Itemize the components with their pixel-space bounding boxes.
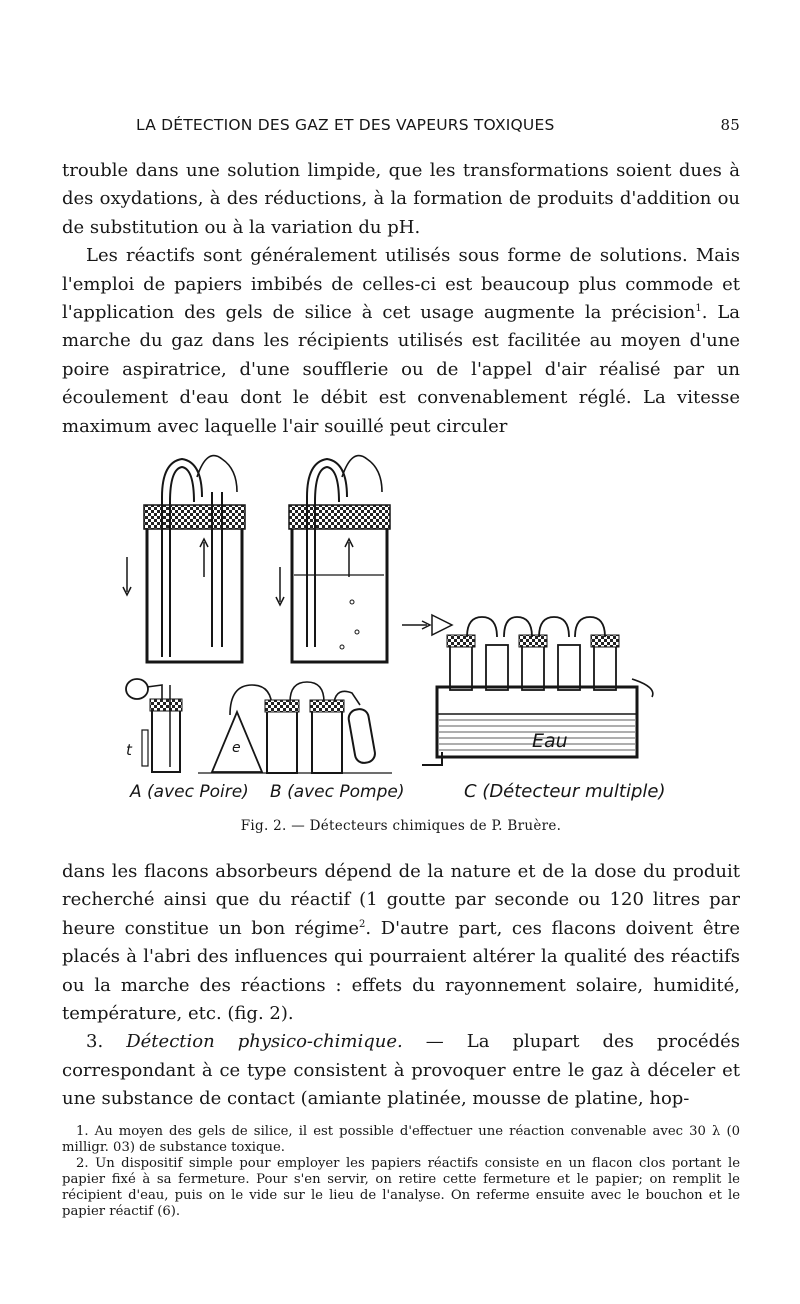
label-b: B (avec Pompe)	[270, 782, 405, 802]
paragraph-3-text-a: dans les flacons absorbeurs dépend de la nature et de la dose du produit recherché ainsi que du réactif (1 goutte par seconde ou 120 litres par heure constitue un bon régime	[62, 861, 740, 939]
jar-2	[276, 456, 390, 662]
paragraph-2	[62, 242, 740, 441]
footnote-ref-2[interactable]: 2	[359, 918, 366, 930]
running-title: LA DÉTECTION DES GAZ ET DES VAPEURS TOXIQUES	[136, 116, 555, 134]
section-number: 3.	[86, 1031, 104, 1053]
paragraph-4	[62, 1028, 740, 1113]
label-c: C (Détecteur multiple)	[464, 781, 666, 802]
text-block-top	[62, 157, 740, 441]
section-heading: Détection physico-chimique.	[126, 1031, 403, 1053]
label-eau: Eau	[532, 730, 568, 752]
paragraph-3-text-b: . D'autre part, ces flacons doivent être placés à l'abri des influences qui pourraient altérer la qualité des réactifs ou la marche des réactions : effets du rayonnement solaire, humidité, température, etc. (fig. 2).	[62, 917, 741, 1025]
label-a: A (avec Poire)	[130, 782, 249, 802]
jar-1	[123, 456, 245, 662]
paragraph-1-text: trouble dans une solution limpide, que les transformations soient dues à des oxydations, à des réductions, à la formation de produits d'addition ou de substitution ou à la variation du pH.	[62, 160, 740, 238]
page-number: 85	[720, 116, 740, 134]
paragraph-2-text-b: . La marche du gaz dans les récipients utilisés est facilitée au moyen d'une poire aspiratrice, d'une soufflerie ou de l'appel d'air réalisé par un écoulement d'eau dont le débit est convenablement réglé. La vitesse maximum avec laquelle l'air souillé peut circuler	[62, 302, 741, 437]
text-block-bottom	[62, 858, 740, 1114]
detector-a	[126, 679, 182, 772]
paragraph-4-text: — La plupart des procédés correspondant à ce type consistent à provoquer entre le gaz à déceler et une substance de contact (amiante platinée, mousse de platine, hop-	[62, 1031, 740, 1110]
footnote-1: 1. Au moyen des gels de silice, il est possible d'effectuer une réaction convenable avec 30 λ (0 milligr. 03) de substance toxique.	[62, 1124, 740, 1155]
figure-caption: Fig. 2. — Détecteurs chimiques de P. Bruère.	[240, 818, 562, 834]
label-e: e	[232, 740, 241, 756]
footnote-2: 2. Un dispositif simple pour employer les papiers réactifs consiste en un flacon clos portant le papier fixé à sa fermeture. Pour s'en servir, on retire cette fermeture et le papier; on remplit le récipient d'eau, puis on le vide sur le lieu de l'analyse. On referme ensuite avec le bouchon et le papier réactif (6).	[62, 1156, 740, 1219]
running-header	[62, 116, 740, 134]
paragraph-3	[62, 858, 740, 1028]
footnote-ref-1[interactable]: 1	[695, 303, 702, 315]
paragraph-1	[62, 157, 740, 242]
footnotes	[62, 1124, 740, 1220]
detector-b	[198, 682, 392, 773]
label-t: t	[126, 741, 132, 759]
paragraph-2-text-a: Les réactifs sont généralement utilisés sous forme de solutions. Mais l'emploi de papiers imbibés de celles-ci est beaucoup plus commode et l'application des gels de silice à cet usage augmente la précision	[62, 245, 740, 324]
figure-chemical-detectors	[112, 447, 722, 807]
